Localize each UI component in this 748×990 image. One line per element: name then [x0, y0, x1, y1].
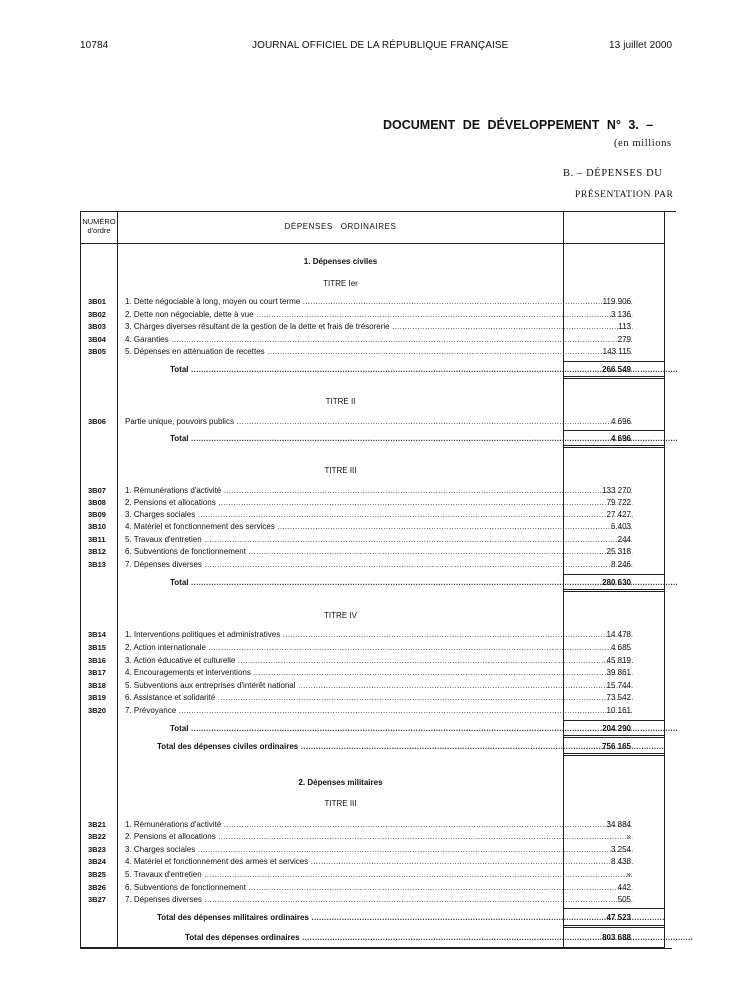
total-double-rule — [563, 735, 665, 738]
table-header-rule — [80, 243, 665, 244]
titre1-total-row — [80, 364, 680, 376]
table-row — [80, 680, 680, 692]
grand-total-row — [80, 932, 680, 944]
row-code: 3B16 — [88, 656, 106, 665]
row-label: 5. Subventions aux entreprises d'intérêt national ..... — [125, 681, 633, 690]
row-label: 5. Travaux d'entretien ..... — [125, 870, 633, 879]
row-code: 3B19 — [88, 693, 106, 702]
row-code: 3B17 — [88, 668, 106, 677]
table-row — [80, 692, 680, 704]
row-code: 3B04 — [88, 335, 106, 344]
table-row — [80, 296, 680, 308]
row-label: 7. Dépenses diverses ..... — [125, 560, 633, 569]
table-row — [80, 521, 680, 533]
total-value: 280 630 — [602, 578, 631, 587]
row-value: 27 427 — [606, 510, 631, 519]
row-value: 25 318 — [606, 547, 631, 556]
row-value: 133 270 — [602, 486, 631, 495]
military-total-row — [80, 912, 680, 924]
total-label: Total ..... — [170, 724, 678, 733]
row-value: 442 — [617, 883, 631, 892]
total-label: Total ..... — [170, 365, 678, 374]
table-row — [80, 559, 680, 571]
table-row — [80, 819, 680, 831]
row-code: 3B25 — [88, 870, 106, 879]
total-value: 204 290 — [602, 724, 631, 733]
row-code: 3B06 — [88, 417, 106, 426]
section-heading: B. – DÉPENSES DU — [563, 168, 663, 179]
column-header-numero: NUMÉRO d'ordre — [82, 217, 116, 235]
total-double-rule — [563, 925, 665, 928]
row-label: 7. Dépenses diverses ..... — [125, 895, 633, 904]
total-double-rule — [563, 589, 665, 592]
row-label: 2. Action internationale ..... — [125, 643, 633, 652]
row-code: 3B12 — [88, 547, 106, 556]
row-code: 3B01 — [88, 297, 106, 306]
table-row — [80, 334, 680, 346]
total-label: Total ..... — [170, 578, 678, 587]
row-code: 3B24 — [88, 857, 106, 866]
table-row — [80, 416, 680, 428]
journal-title: JOURNAL OFFICIEL DE LA RÉPUBLIQUE FRANÇAISE — [252, 40, 509, 51]
row-value: 3 136 — [610, 310, 631, 319]
row-code: 3B21 — [88, 820, 106, 829]
row-value: 4 685 — [610, 643, 631, 652]
row-value: 10 161 — [606, 706, 631, 715]
titre2-total-row — [80, 433, 680, 445]
row-label: 4. Garanties ..... — [125, 335, 633, 344]
row-code: 3B09 — [88, 510, 106, 519]
row-label: 1. Interventions politiques et administratives ..... — [125, 630, 633, 639]
total-label: Total des dépenses ordinaires ..... — [185, 933, 693, 942]
titre2-heading: TITRE II — [325, 397, 356, 406]
unit-note: (en millions — [614, 138, 672, 149]
column-header-depenses: DÉPENSES ORDINAIRES — [284, 222, 397, 231]
row-label: 3. Charges sociales ..... — [125, 845, 633, 854]
document-title-number: N° 3. – — [606, 118, 654, 132]
row-value: 14 478 — [606, 630, 631, 639]
row-label: 1. Rémunérations d'activité ..... — [125, 486, 633, 495]
table-row — [80, 705, 680, 717]
row-code: 3B13 — [88, 560, 106, 569]
row-label: 3. Charges diverses résultant de la gestion de la dette et frais de trésorerie ..... — [125, 322, 633, 331]
table-row — [80, 655, 680, 667]
row-label: Partie unique, pouvoirs publics ..... — [125, 417, 633, 426]
table-row — [80, 309, 680, 321]
row-value: 79 722 — [606, 498, 631, 507]
row-value: 143 115 — [602, 347, 631, 356]
row-label: 4. Matériel et fonctionnement des services ..... — [125, 522, 633, 531]
table-row — [80, 856, 680, 868]
table-row — [80, 831, 680, 843]
row-label: 5. Dépenses en atténuation de recettes ..... — [125, 347, 633, 356]
presentation-heading: PRÉSENTATION PAR — [575, 190, 674, 200]
subtotal-rule — [563, 430, 665, 431]
table-row — [80, 546, 680, 558]
row-code: 3B20 — [88, 706, 106, 715]
publication-date: 13 juillet 2000 — [609, 40, 673, 51]
row-label: 6. Subventions de fonctionnement ..... — [125, 883, 633, 892]
row-label: 1. Dette négociable à long, moyen ou court terme ..... — [125, 297, 633, 306]
row-label: 6. Assistance et solidarité ..... — [125, 693, 633, 702]
table-rule-extension — [664, 211, 676, 212]
row-value: 4 696 — [610, 417, 631, 426]
row-code: 3B05 — [88, 347, 106, 356]
table-row — [80, 869, 680, 881]
total-double-rule — [563, 445, 665, 448]
civil-total-row — [80, 741, 680, 753]
row-label: 2. Pensions et allocations ..... — [125, 832, 633, 841]
subtotal-rule — [563, 720, 665, 721]
total-label: Total ..... — [170, 434, 678, 443]
titre3-total-row — [80, 577, 680, 589]
titre3-heading: TITRE III — [324, 466, 357, 475]
table-row — [80, 485, 680, 497]
row-label: 3. Charges sociales ..... — [125, 510, 633, 519]
document-title — [383, 118, 653, 132]
row-label: 5. Travaux d'entretien ..... — [125, 535, 633, 544]
row-value: 279 — [617, 335, 631, 344]
row-label: 6. Subventions de fonctionnement ..... — [125, 547, 633, 556]
table-row — [80, 534, 680, 546]
total-double-rule — [563, 376, 665, 379]
table-row — [80, 642, 680, 654]
table-row — [80, 346, 680, 358]
row-code: 3B22 — [88, 832, 106, 841]
row-value: » — [626, 870, 631, 879]
row-value: 244 — [617, 535, 631, 544]
part2-title: 2. Dépenses militaires — [298, 778, 383, 787]
row-code: 3B11 — [88, 535, 106, 544]
row-code: 3B18 — [88, 681, 106, 690]
row-code: 3B07 — [88, 486, 106, 495]
page-number: 10784 — [80, 40, 109, 51]
subtotal-rule — [563, 908, 665, 909]
subtotal-rule — [563, 361, 665, 362]
table-bottom-rule — [80, 948, 672, 949]
total-value: 756 165 — [602, 742, 631, 751]
row-value: 6 403 — [610, 522, 631, 531]
row-code: 3B14 — [88, 630, 106, 639]
titre3m-heading: TITRE III — [324, 799, 357, 808]
row-value: 73 542 — [606, 693, 631, 702]
titre4-total-row — [80, 723, 680, 735]
total-value: 47 523 — [606, 913, 631, 922]
table-row — [80, 882, 680, 894]
row-value: 119 906 — [602, 297, 631, 306]
titre1-heading: TITRE Ier — [323, 279, 358, 288]
row-value: 8 246 — [610, 560, 631, 569]
row-value: 113 — [618, 322, 631, 331]
row-value: 8 438 — [610, 857, 631, 866]
row-value: » — [626, 832, 631, 841]
row-value: 34 884 — [606, 820, 631, 829]
row-label: 4. Encouragements et interventions ..... — [125, 668, 633, 677]
total-value: 803 688 — [602, 933, 631, 942]
total-value: 266 549 — [602, 365, 631, 374]
row-code: 3B15 — [88, 643, 106, 652]
table-row — [80, 667, 680, 679]
row-code: 3B23 — [88, 845, 106, 854]
row-value: 3 254 — [610, 845, 631, 854]
titre4-heading: TITRE IV — [324, 611, 357, 620]
row-value: 39 861 — [606, 668, 631, 677]
table-row — [80, 894, 680, 906]
table-row — [80, 497, 680, 509]
row-value: 15 744 — [606, 681, 631, 690]
row-code: 3B03 — [88, 322, 106, 331]
total-label: Total des dépenses militaires ordinaires ..... — [157, 913, 665, 922]
part1-title: 1. Dépenses civiles — [303, 257, 378, 266]
subtotal-rule — [563, 574, 665, 575]
row-label: 1. Rémunérations d'activité ..... — [125, 820, 633, 829]
total-value: 4 696 — [610, 434, 631, 443]
row-value: 505 — [617, 895, 631, 904]
row-label: 2. Pensions et allocations ..... — [125, 498, 633, 507]
table-row — [80, 844, 680, 856]
row-code: 3B26 — [88, 883, 106, 892]
table-row — [80, 509, 680, 521]
document-title-prefix: DOCUMENT DE DÉVELOPPEMENT — [383, 118, 600, 132]
row-code: 3B02 — [88, 310, 106, 319]
total-label: Total des dépenses civiles ordinaires ..... — [157, 742, 665, 751]
table-row — [80, 321, 680, 333]
row-label: 7. Prévoyance ..... — [125, 706, 633, 715]
table-row — [80, 629, 680, 641]
row-code: 3B10 — [88, 522, 106, 531]
row-code: 3B08 — [88, 498, 106, 507]
row-code: 3B27 — [88, 895, 106, 904]
row-label: 4. Matériel et fonctionnement des armes et services ..... — [125, 857, 633, 866]
total-double-rule — [563, 753, 665, 756]
row-label: 3. Action éducative et culturelle ..... — [125, 656, 633, 665]
row-value: 45 819 — [606, 656, 631, 665]
row-label: 2. Dette non négociable, dette à vue ..... — [125, 310, 633, 319]
